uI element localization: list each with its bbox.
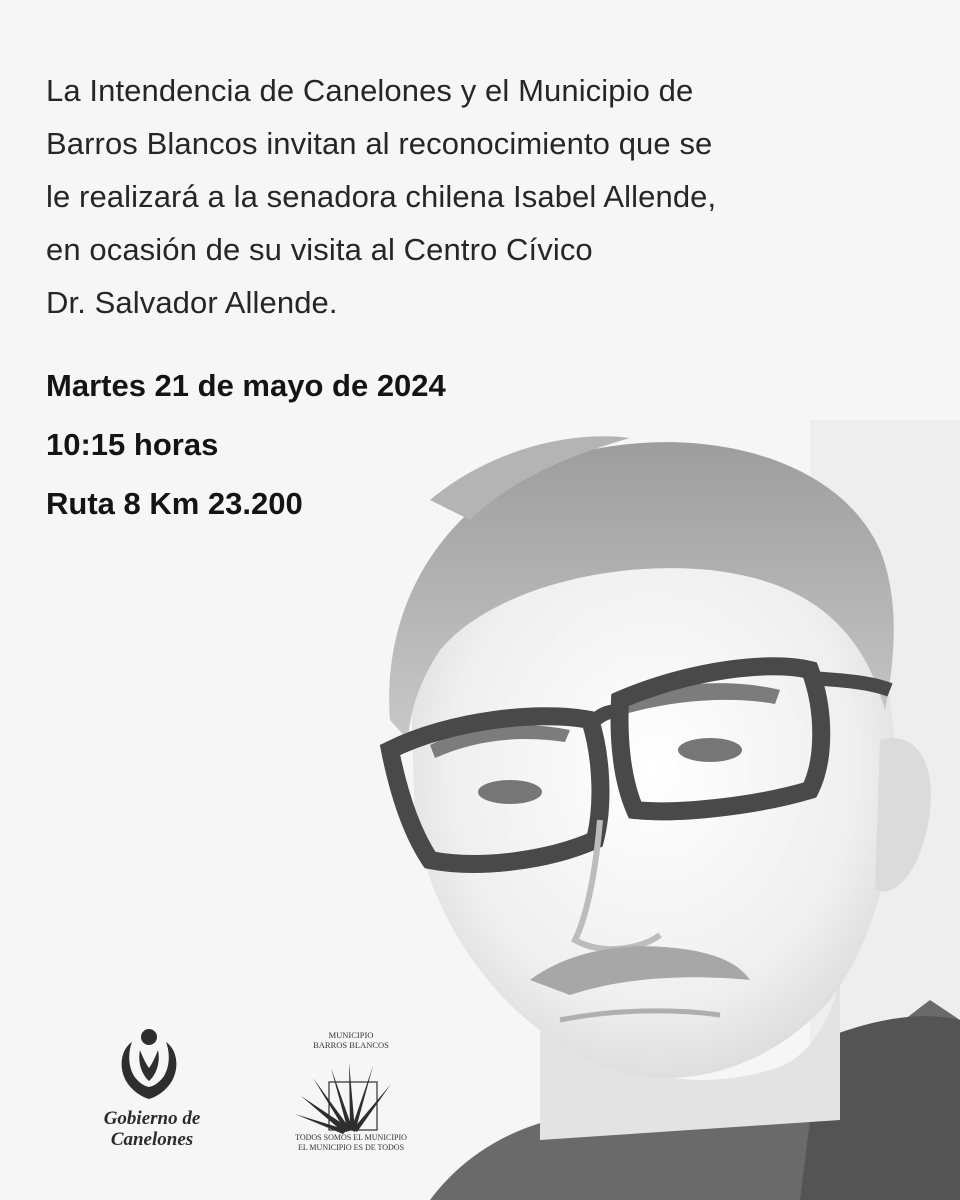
invitation-line: Barros Blancos invitan al reconocimiento que se <box>46 126 713 161</box>
invitation-line: le realizará a la senadora chilena Isabel Allende, <box>46 179 717 214</box>
gobierno-de-canelones-logo <box>96 1028 216 1158</box>
canelones-emblem-icon <box>118 1028 180 1100</box>
event-time: 10:15 horas <box>46 427 219 462</box>
bb-logo-top-line: BARROS BLANCOS <box>313 1040 389 1050</box>
invitation-line: en ocasión de su visita al Centro Cívico <box>46 232 593 267</box>
invitation-text <box>46 64 866 329</box>
canelones-logo-line: Gobierno de <box>103 1108 201 1129</box>
bb-logo-bottom-line: TODOS SOMOS EL MUNICIPIO <box>295 1133 407 1142</box>
invitation-line: La Intendencia de Canelones y el Municipio de <box>46 73 694 108</box>
canelones-logo-line: Canelones <box>110 1129 194 1150</box>
portrait-illustration <box>370 420 960 1200</box>
event-location: Ruta 8 Km 23.200 <box>46 486 303 521</box>
event-date: Martes 21 de mayo de 2024 <box>46 368 446 403</box>
municipio-barros-blancos-logo <box>283 1030 423 1160</box>
barros-blancos-emblem-icon <box>291 1056 411 1136</box>
bb-logo-top-line: MUNICIPIO <box>328 1030 374 1040</box>
invitation-line: Dr. Salvador Allende. <box>46 285 338 320</box>
event-details <box>46 356 446 533</box>
bb-logo-bottom-line: EL MUNICIPIO ES DE TODOS <box>297 1143 405 1152</box>
